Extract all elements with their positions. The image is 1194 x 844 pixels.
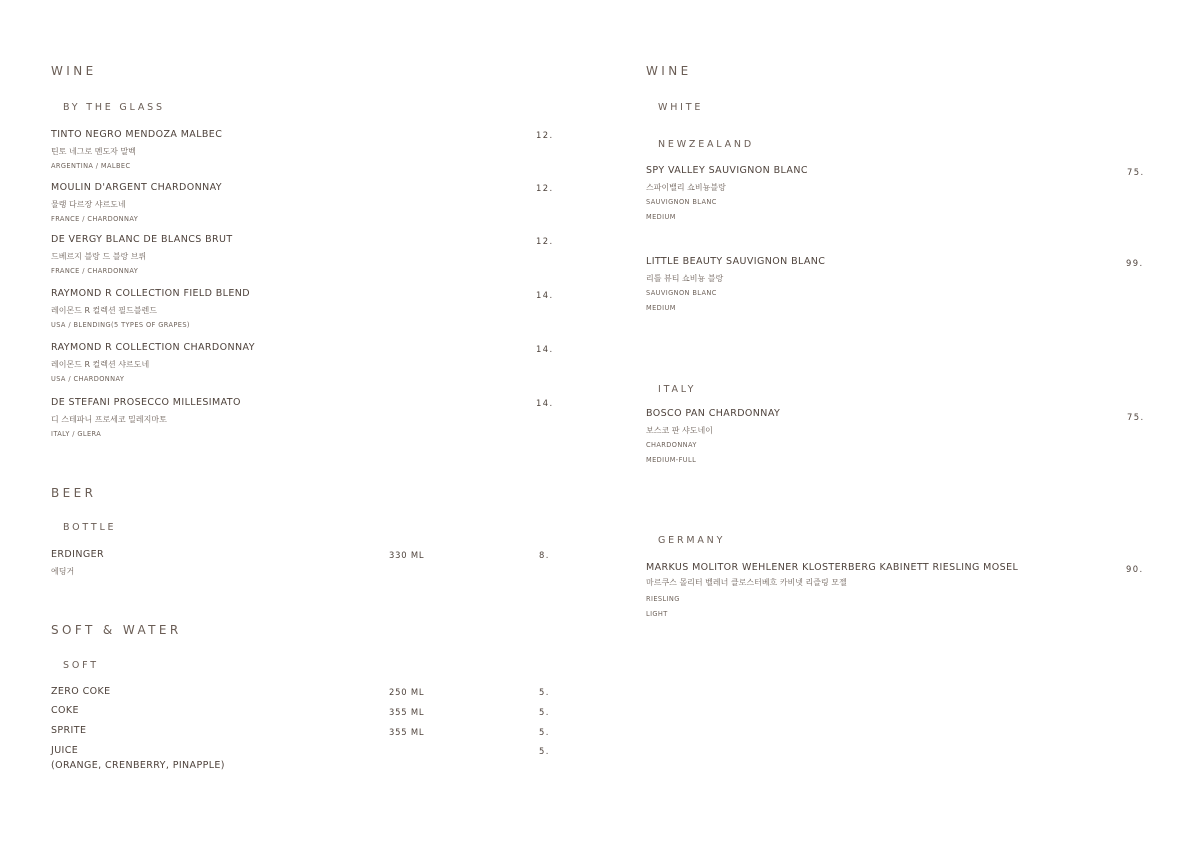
white-wine-name: LITTLE BEAUTY SAUVIGNON BLANC	[646, 256, 826, 267]
beer-name: ERDINGER	[51, 549, 104, 560]
white-wine-price: 75.	[1127, 412, 1145, 422]
soft-drink-volume: 250 ML	[389, 687, 425, 697]
soft-drink-volume: 355 ML	[389, 727, 425, 737]
soft-drink-name: COKE	[51, 705, 79, 716]
wine-glass-origin: FRANCE / CHARDONNAY	[51, 267, 139, 275]
soft-water-section-title: SOFT & WATER	[51, 623, 182, 637]
soft-drink-price: 5.	[539, 687, 550, 697]
beer-korean-name: 에딩거	[51, 567, 75, 576]
wine-section-title: WINE	[646, 64, 692, 78]
white-wine-body: MEDIUM	[646, 213, 676, 221]
white-wine-grape: RIESLING	[646, 595, 680, 603]
wine-glass-price: 12.	[536, 183, 554, 193]
wine-glass-name: DE VERGY BLANC DE BLANCS BRUT	[51, 234, 233, 245]
region-label-italy: ITALY	[658, 384, 697, 395]
juice-flavor-note: (ORANGE, CRENBERRY, PINAPPLE)	[51, 760, 225, 771]
white-wine-price: 99.	[1126, 258, 1144, 268]
beer-section-title: BEER	[51, 486, 97, 500]
white-wine-name: MARKUS MOLITOR WEHLENER KLOSTERBERG KABINETT RIESLING MOSEL	[646, 562, 1019, 573]
white-wine-body: MEDIUM-FULL	[646, 456, 697, 464]
white-wine-grape: SAUVIGNON BLANC	[646, 198, 717, 206]
white-wine-korean-name: 리틀 뷰티 쇼비뇽 블랑	[646, 274, 724, 283]
beer-volume: 330 ML	[389, 550, 425, 560]
soft-drink-price: 5.	[539, 746, 550, 756]
wine-glass-origin: USA / CHARDONNAY	[51, 375, 125, 383]
wine-glass-price: 14.	[536, 344, 554, 354]
wine-glass-origin: ARGENTINA / MALBEC	[51, 162, 131, 170]
white-wine-grape: CHARDONNAY	[646, 441, 697, 449]
wine-glass-price: 14.	[536, 290, 554, 300]
by-the-glass-subtitle: BY THE GLASS	[63, 102, 165, 113]
wine-glass-name: DE STEFANI PROSECCO MILLESIMATO	[51, 397, 241, 408]
soft-subtitle: SOFT	[63, 660, 99, 671]
wine-glass-name: TINTO NEGRO MENDOZA MALBEC	[51, 129, 223, 140]
beer-price: 8.	[539, 550, 550, 560]
white-wine-price: 75.	[1127, 167, 1145, 177]
wine-glass-name: MOULIN D'ARGENT CHARDONNAY	[51, 182, 223, 193]
white-subtitle: WHITE	[658, 102, 704, 113]
wine-glass-name: RAYMOND R COLLECTION CHARDONNAY	[51, 342, 255, 353]
white-wine-name: SPY VALLEY SAUVIGNON BLANC	[646, 165, 808, 176]
wine-glass-price: 12.	[536, 130, 554, 140]
white-wine-korean-name: 스파이밸리 쇼비뇽블랑	[646, 183, 726, 192]
white-wine-name: BOSCO PAN CHARDONNAY	[646, 408, 781, 419]
soft-drink-name: JUICE	[51, 745, 79, 756]
wine-glass-name: RAYMOND R COLLECTION FIELD BLEND	[51, 288, 250, 299]
wine-glass-korean-name: 레이몬드 R 컬렉션 필드블렌드	[51, 306, 157, 315]
white-wine-body: MEDIUM	[646, 304, 676, 312]
wine-glass-price: 12.	[536, 236, 554, 246]
soft-drink-price: 5.	[539, 707, 550, 717]
wine-glass-korean-name: 틴토 네그로 멘도자 말벡	[51, 147, 136, 156]
wine-section-title: WINE	[51, 64, 97, 78]
white-wine-price: 90.	[1126, 564, 1144, 574]
wine-glass-origin: ITALY / GLERA	[51, 430, 102, 438]
white-wine-body: LIGHT	[646, 610, 668, 618]
white-wine-korean-name: 보스코 판 샤도네이	[646, 426, 713, 435]
soft-drink-price: 5.	[539, 727, 550, 737]
white-wine-korean-name: 마르쿠스 몰리터 벨레너 클로스터베흐 카비넷 리즐링 모젤	[646, 578, 847, 587]
wine-glass-korean-name: 레이몬드 R 컬렉션 샤르도네	[51, 360, 150, 369]
soft-drink-name: SPRITE	[51, 725, 87, 736]
white-wine-grape: SAUVIGNON BLANC	[646, 289, 717, 297]
wine-glass-korean-name: 물랭 다르장 샤르도네	[51, 200, 126, 209]
wine-glass-korean-name: 디 스테파니 프로세코 밀레지마토	[51, 415, 167, 424]
soft-drink-name: ZERO COKE	[51, 686, 111, 697]
wine-glass-origin: USA / BLENDING(5 TYPES OF GRAPES)	[51, 321, 190, 329]
region-label-germany: GERMANY	[658, 535, 726, 546]
region-label-newzealand: NEWZEALAND	[658, 139, 754, 150]
wine-glass-korean-name: 드베르지 블랑 드 블랑 브뤼	[51, 252, 147, 261]
wine-glass-origin: FRANCE / CHARDONNAY	[51, 215, 139, 223]
wine-glass-price: 14.	[536, 398, 554, 408]
bottle-subtitle: BOTTLE	[63, 522, 117, 533]
soft-drink-volume: 355 ML	[389, 707, 425, 717]
